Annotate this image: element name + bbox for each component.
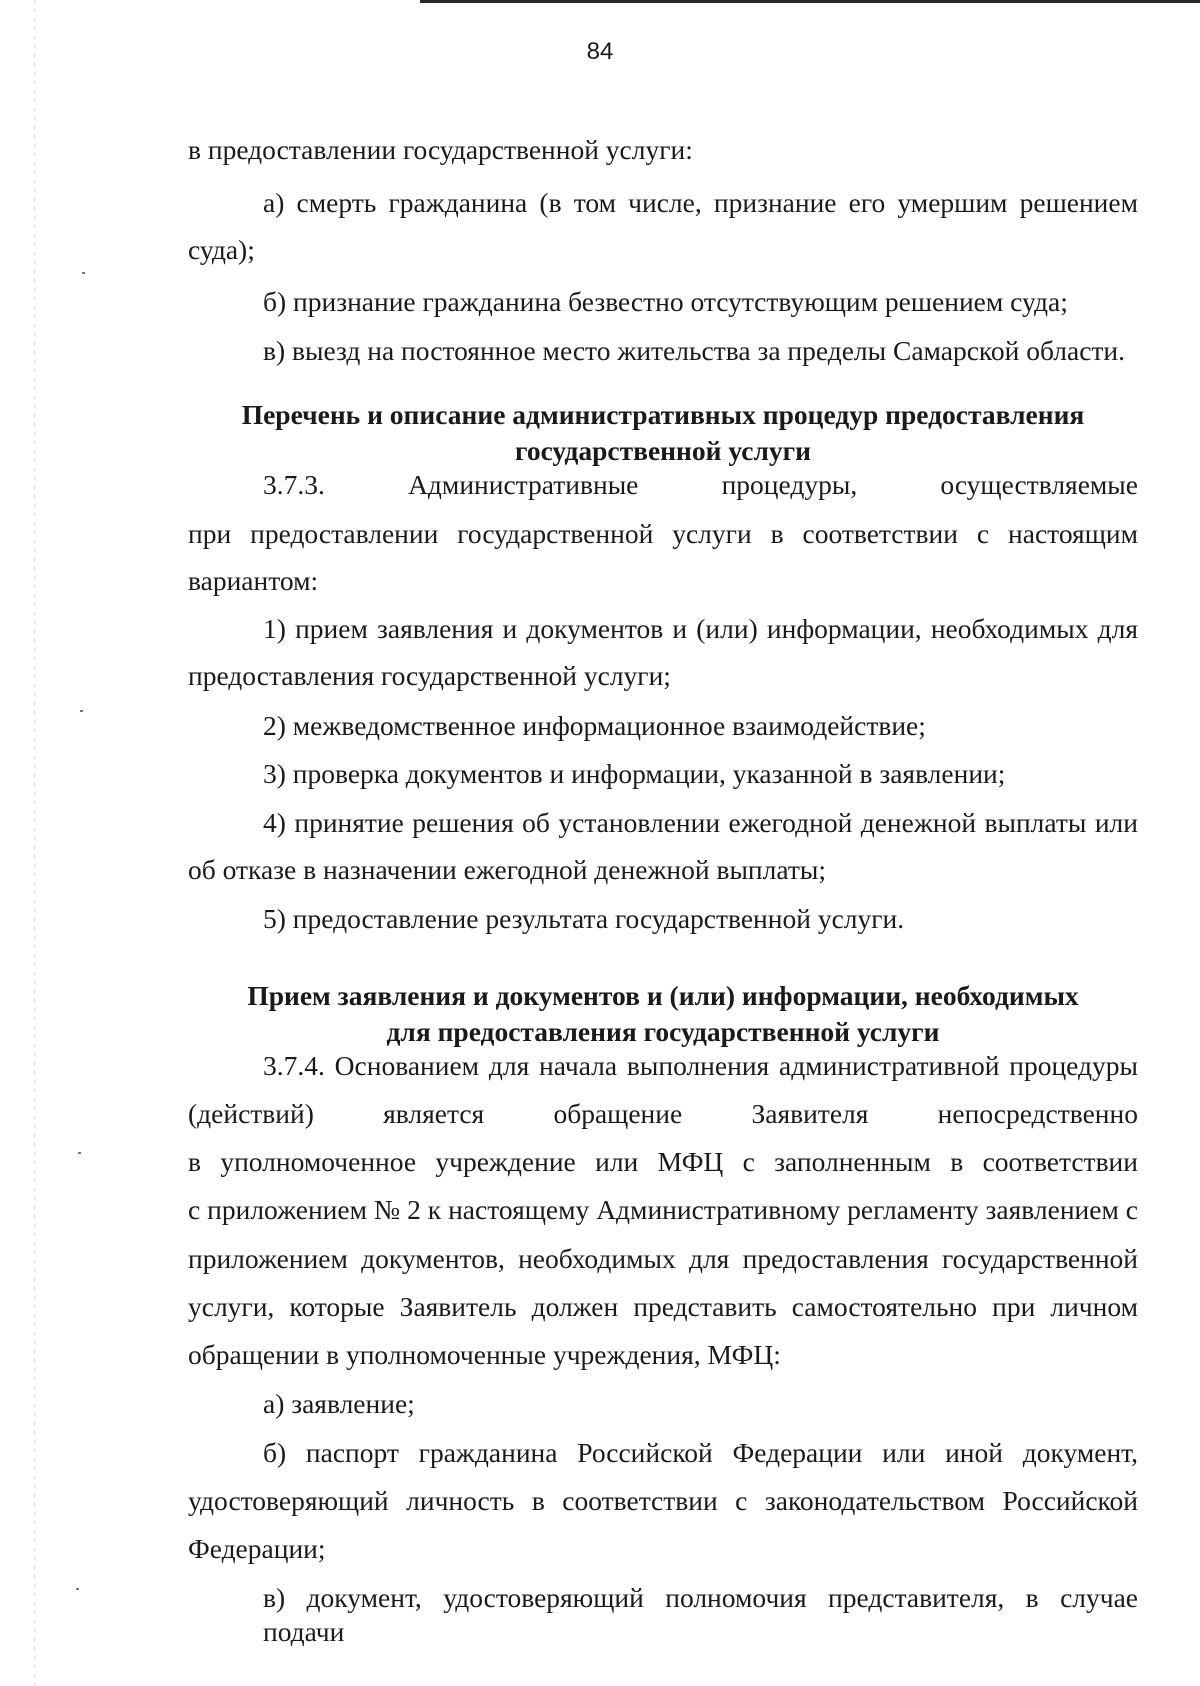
text-line: в уполномоченное учреждение или МФЦ с заполненным в соответствии: [188, 1146, 1138, 1177]
text-line: 4) принятие решения об установлении ежегодной денежной выплаты или: [263, 807, 1138, 838]
text-line: в) выезд на постоянное место жительства за пределы Самарской области.: [263, 335, 1126, 366]
section-heading: Перечень и описание административных процедур предоставления: [241, 399, 1085, 430]
text-line: приложением документов, необходимых для предоставления государственной: [188, 1243, 1138, 1274]
scan-speck: [80, 710, 83, 712]
text-line: с приложением № 2 к настоящему Административному регламенту заявлением с: [188, 1194, 1138, 1225]
text-line: удостоверяющий личность в соответствии с законодательством Российской: [188, 1485, 1138, 1516]
text-line: 3.7.4. Основанием для начала выполнения административной процедуры: [263, 1050, 1138, 1081]
text-line: 3.7.3. Административные процедуры, осуществляемые: [263, 469, 1138, 500]
text-line: а) смерть гражданина (в том числе, признание его умершим решением: [263, 187, 1138, 218]
text-line: об отказе в назначении ежегодной денежной выплаты;: [188, 854, 827, 885]
scan-speck: [82, 272, 85, 274]
text-line: при предоставлении государственной услуги в соответствии с настоящим: [188, 518, 1138, 549]
text-line: 2) межведомственное информационное взаимодействие;: [263, 710, 926, 741]
scan-edge-top: [420, 0, 1200, 3]
text-line: а) заявление;: [263, 1388, 415, 1419]
text-line: в) документ, удостоверяющий полномочия представителя, в случае подачи: [263, 1582, 1138, 1647]
scan-speck: [76, 1588, 79, 1590]
text-line: 3) проверка документов и информации, указанной в заявлении;: [263, 758, 1006, 789]
text-line: 1) прием заявления и документов и (или) информации, необходимых для: [263, 613, 1138, 644]
section-heading: для предоставления государственной услуги: [386, 1016, 940, 1047]
text-line: 5) предоставление результата государственной услуги.: [263, 903, 905, 934]
text-line: (действий) является обращение Заявителя непосредственно: [188, 1098, 1138, 1129]
scan-edge-left: [34, 0, 35, 1686]
section-heading: государственной услуги: [515, 435, 811, 466]
text-line: обращении в уполномоченные учреждения, МФЦ:: [188, 1339, 781, 1370]
text-line: суда);: [188, 234, 255, 265]
text-line: услуги, которые Заявитель должен представить самостоятельно при личном: [188, 1291, 1138, 1322]
page-number: 84: [586, 38, 614, 65]
text-line: вариантом:: [188, 565, 319, 596]
text-line: Федерации;: [188, 1533, 326, 1564]
text-line: в предоставлении государственной услуги:: [188, 134, 693, 165]
scan-speck: [78, 1152, 81, 1154]
text-line: б) паспорт гражданина Российской Федерации или иной документ,: [263, 1437, 1138, 1468]
text-line: б) признание гражданина безвестно отсутствующим решением суда;: [263, 286, 1068, 317]
text-line: предоставления государственной услуги;: [188, 660, 671, 691]
section-heading: Прием заявления и документов и (или) информации, необходимых: [247, 980, 1079, 1011]
